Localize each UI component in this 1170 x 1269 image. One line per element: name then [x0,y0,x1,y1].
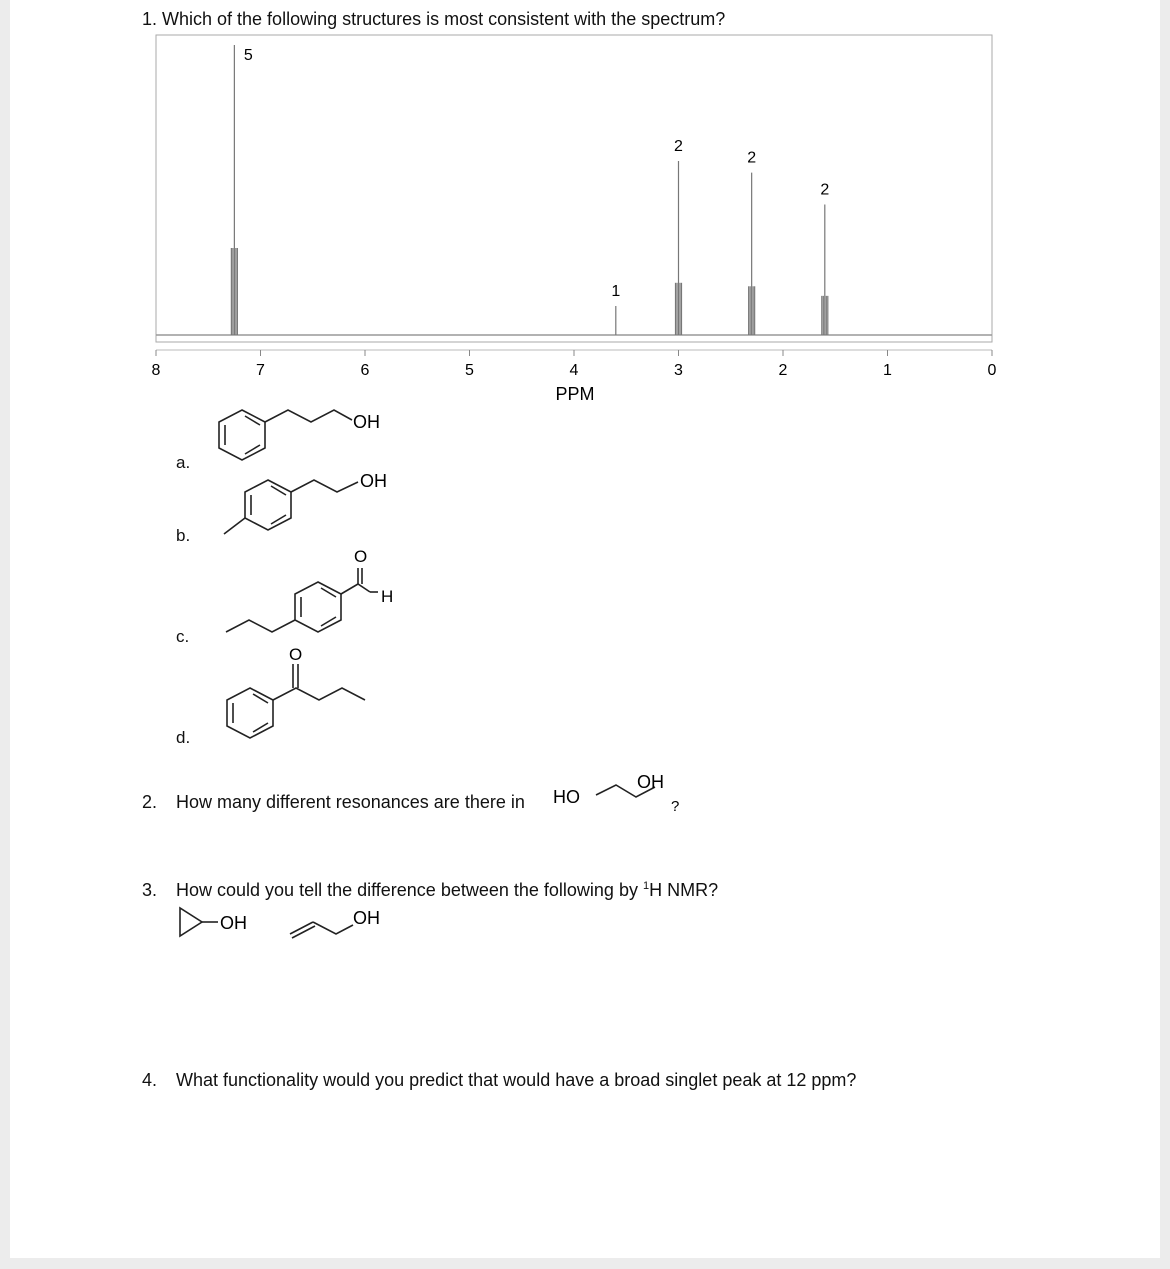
question-2-text: How many different resonances are there in [176,792,525,812]
structure-c[interactable] [210,540,420,650]
x-tick-label: 2 [778,362,788,379]
peak-integration-label: 2 [820,181,830,199]
hydroxyl-label-b: OH [360,471,387,491]
question-2 [142,792,525,813]
carbonyl-o-label-d: O [289,645,303,664]
peak-integration-label: 2 [674,138,683,155]
question-3-tail: H NMR? [649,880,719,900]
peak-integration-label: 1 [611,283,621,300]
question-3-text: How could you tell the difference between the following by [176,880,643,900]
structure-d[interactable] [210,640,390,750]
nmr-peak [749,173,755,335]
peak-integration-label: 2 [747,149,757,167]
x-tick-label: 5 [465,362,474,379]
question-3-number: 3. [142,880,158,900]
x-tick-label: 6 [360,362,370,379]
question-2-number: 2. [142,792,158,812]
q3-structures [170,900,410,944]
question-4-number: 4. [142,1070,158,1090]
question-3-sup: 1 [642,880,650,892]
spectrum-frame [156,35,992,342]
x-tick-label: 3 [674,362,683,379]
x-tick-label: 7 [256,362,265,379]
oh-label-allyl-alcohol: OH [353,908,380,928]
benzene-ring-a [219,410,265,460]
question-4 [142,1070,856,1091]
worksheet-page [10,0,1160,1258]
aldehyde-h-label-c: H [381,587,394,606]
x-tick-label: 8 [151,362,161,379]
ethylene-glycol-structure [550,765,710,815]
question-1-text: 1. Which of the following structures is most consistent with the spectrum? [142,9,726,29]
oh-label-cyclopropanol: OH [220,913,247,933]
option-b-label[interactable]: b. [176,526,191,545]
option-a-label[interactable]: a. [176,453,191,472]
structure-b[interactable] [210,460,410,550]
x-axis-label: PPM [555,384,595,404]
carbonyl-o-label-c: O [354,547,368,566]
nmr-peak [231,45,237,335]
peak-integration-label: 5 [243,47,253,64]
benzene-ring-d [227,688,273,738]
question-4-text: What functionality would you predict that would have a broad singlet peak at 12 ppm? [176,1070,857,1090]
nmr-peak [676,161,682,335]
benzene-ring-b [245,480,291,530]
nmr-peak [822,205,828,336]
option-d-label[interactable]: d. [176,728,191,747]
x-tick-label: 4 [569,362,579,379]
question-3 [142,880,718,901]
x-tick-label: 1 [883,362,892,379]
question-mark-q2: ? [671,798,680,815]
oh-label-q2: OH [637,772,664,792]
hydroxyl-label-a: OH [353,412,380,432]
ho-label-q2: HO [553,787,580,807]
benzene-ring-c [295,582,341,632]
cyclopropane-ring [180,908,202,936]
nmr-spectrum [10,0,1160,410]
x-tick-label: 0 [987,362,997,379]
option-c-label[interactable]: c. [176,627,190,646]
